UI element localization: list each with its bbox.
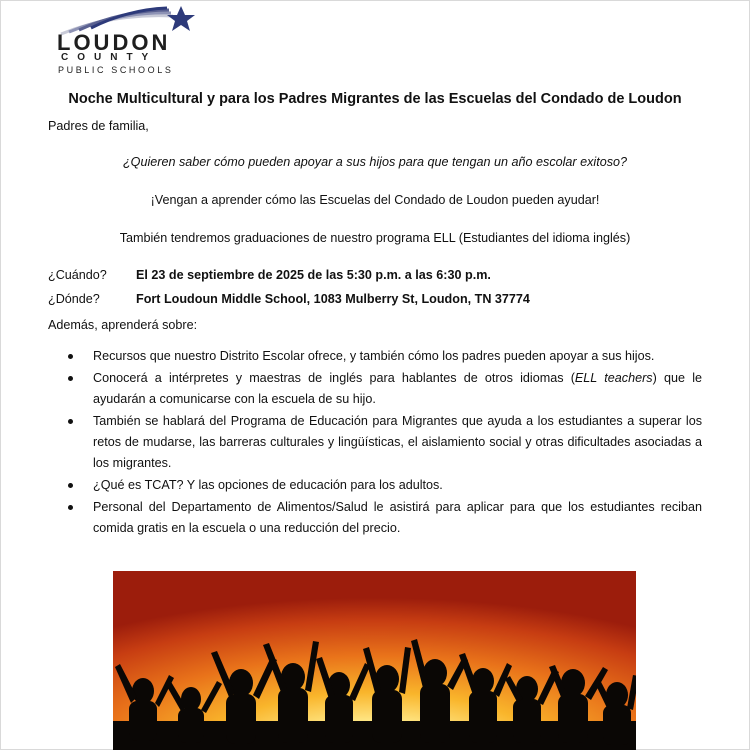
celebration-silhouette-image [113, 571, 636, 750]
where-label: ¿Dónde? [48, 292, 100, 306]
list-item: También se hablará del Programa de Educación para Migrantes que ayuda a los estudiantes a superar los retos de mudarse, las barreras culturales y lingüísticas, el aislamiento social y otras dificultades asociadas a los migrantes. [64, 411, 702, 474]
bullet-icon [68, 419, 73, 424]
list-item: Personal del Departamento de Alimentos/Salud le asistirá para aplicar para que los estudiantes reciban comida gratis en la escuela o una reducción del precio. [64, 497, 702, 539]
bullet-icon [68, 505, 73, 510]
topics-list [64, 346, 702, 540]
question-text: ¿Quieren saber cómo pueden apoyar a sus hijos para que tengan un año escolar exitoso? [122, 155, 628, 169]
logo-county: COUNTY [61, 52, 158, 63]
invite-text: ¡Vengan a aprender cómo las Escuelas del Condado de Loudon pueden ayudar! [150, 193, 600, 207]
bullet-icon [68, 354, 73, 359]
graduation-text: También tendremos graduaciones de nuestro programa ELL (Estudiantes del idioma inglés) [119, 231, 631, 245]
bullet-icon [68, 376, 73, 381]
list-item: ¿Qué es TCAT? Y las opciones de educación para los adultos. [64, 475, 702, 496]
when-value: El 23 de septiembre de 2025 de las 5:30 p.m. a las 6:30 p.m. [136, 268, 491, 282]
where-value: Fort Loudoun Middle School, 1083 Mulberry St, Loudon, TN 37774 [136, 292, 530, 306]
greeting: Padres de familia, [48, 119, 149, 133]
district-logo [55, 6, 205, 74]
bullet-icon [68, 483, 73, 488]
when-label: ¿Cuándo? [48, 268, 107, 282]
list-item: Conocerá a intérpretes y maestras de inglés para hablantes de otros idiomas (ELL teachers) que le ayudarán a comunicarse con la escuela de su hijo. [64, 368, 702, 410]
ell-teachers-term: ELL teachers [574, 371, 653, 385]
logo-public-schools: PUBLIC SCHOOLS [58, 65, 174, 75]
logo-loudon: LOUDON [57, 30, 171, 55]
learn-intro: Además, aprenderá sobre: [48, 318, 198, 332]
page-title: Noche Multicultural y para los Padres Migrantes de las Escuelas del Condado de Loudon [68, 91, 682, 107]
list-item: Recursos que nuestro Distrito Escolar ofrece, y también cómo los padres pueden apoyar a sus hijos. [64, 346, 702, 367]
